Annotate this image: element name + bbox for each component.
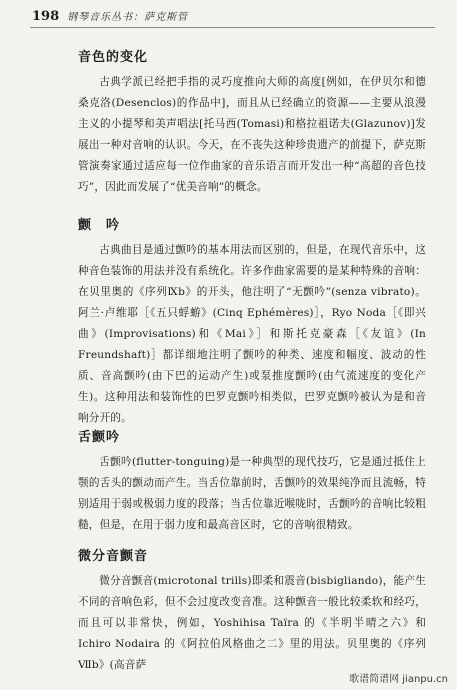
section-paragraph: 微分音颤音(microtonal trills)即柔和震音(bisbigliando)，能产生不同的音响色彩，但不会过度改变音准。这种颤音一般比较柔软和经巧，而且可以非常快，例如，Yoshihisa Taïra 的《半明半晴之六》和 Ichiro Nodaira 的《阿拉伯风格曲之二》里的用法。贝里奥的《序列Ⅶb》(高音萨 <box>78 575 426 671</box>
section-paragraph: 古典学派已经把手指的灵巧度推向大师的高度[例如，在伊贝尔和德桑克洛(Desenclos)的作品中]，而且从已经确立的资源——主要从浪漫主义的小提琴和美声唱法[托马西(Tomasi)和格拉祖诺夫(Glazunov)]发展出一种对音响的认识。今天，在不丧失这种珍贵遗产的前提下，萨克斯管演奏家通过适应每一位作曲家的音乐语言而开发出一种“高超的音色技巧”，因此而发展了“优美音响”的概念。 <box>78 76 426 193</box>
section-heading: 舌颤吟 <box>78 430 121 445</box>
section-vibrato <box>78 214 426 429</box>
section-paragraph: 古典曲目是通过颤吟的基本用法而区别的，但是，在现代音乐中，这种音色装饰的用法并没有系统化。许多作曲家需要的是某种特殊的音响：在贝里奥的《序列Ⅸb》的开头，他注明了“无颤吟”(senza vibrato)。阿兰·卢维耶［《五只蜉蝣》(Cinq Ephémères)］，Ryo Noda［《即兴曲》(Improvisations)和《Mai》］和斯托克豪森［《友谊》(In Freundshaft)］都详细地注明了颤吟的种类、速度和幅度、波动的性质、音高颤吟(由下巴的运动产生)或泵推度颤吟(由气流速度的变化产生)。这种用法和装饰性的巴罗克颤吟相类似，巴罗克颤吟被认为是和音响分开的。 <box>78 244 426 424</box>
section-microtonal-trills <box>78 545 426 676</box>
section-flutter-tonguing <box>78 426 426 536</box>
running-head: 钢琴音乐丛书：萨克斯管 <box>67 12 189 23</box>
header-rule <box>30 27 435 28</box>
site-watermark: 歌谱简谱网 jianpu.cn <box>346 669 451 686</box>
section-heading: 音色的变化 <box>78 50 149 65</box>
page-header <box>32 8 437 26</box>
section-heading: 颤 吟 <box>78 218 121 233</box>
section-paragraph: 舌颤吟(flutter-tonguing)是一种典型的现代技巧，它是通过抵住上颚的舌头的颤动而产生。当舌位靠前时，舌颤吟的效果纯净而且流畅，特别适用于弱或极弱力度的段落；当舌位靠近喉咙时，舌颤吟的音响比较粗糙，但是，在用于弱力度和最高音区时，它的音响很精致。 <box>78 456 426 531</box>
section-heading: 微分音颤音 <box>78 549 149 564</box>
page-number: 198 <box>32 9 60 24</box>
section-timbre-change <box>78 46 426 198</box>
